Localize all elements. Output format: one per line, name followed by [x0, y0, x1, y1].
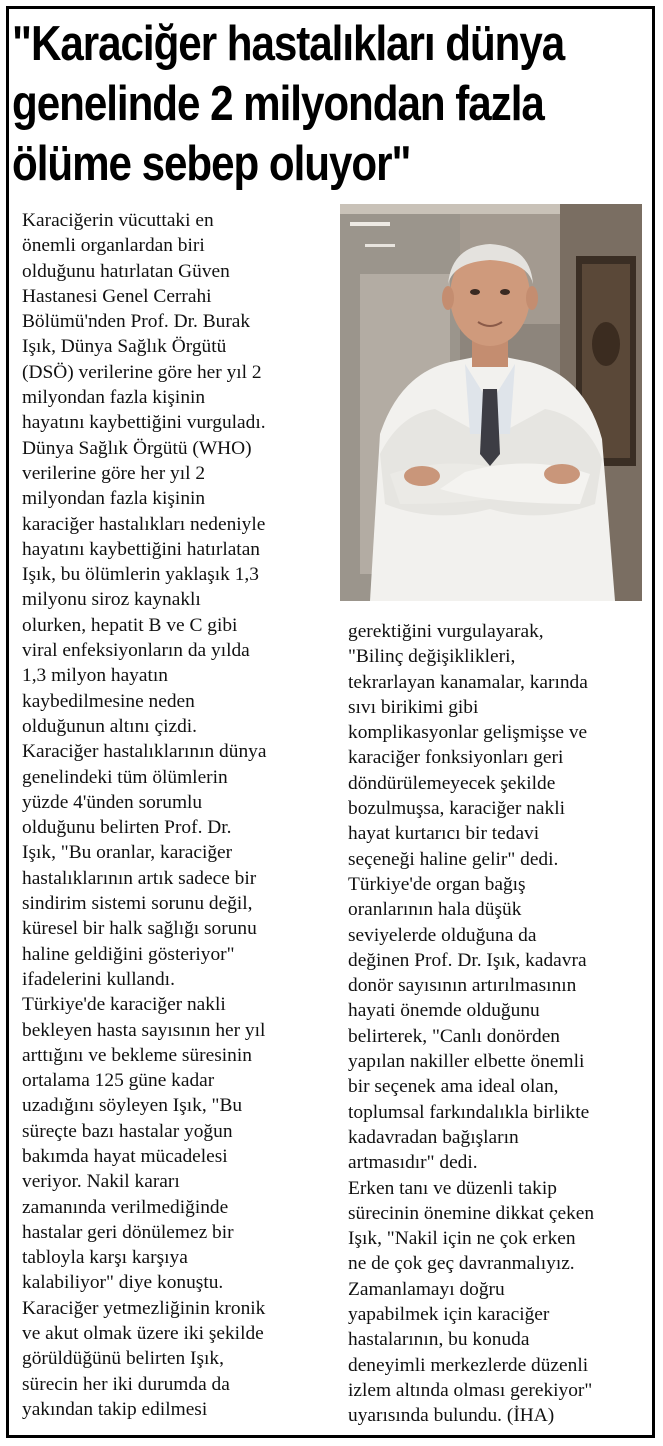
headline: [12, 14, 565, 194]
body-line: uyarısında bulundu. (İHA): [348, 1405, 555, 1427]
doctor-portrait-icon: [340, 204, 642, 601]
body-line: Türkiye'de organ bağış: [348, 873, 526, 895]
body-line: yakından takip edilmesi: [22, 1398, 208, 1420]
body-line: Karaciğerin vücuttaki en: [22, 210, 214, 231]
body-line: döndürülemeyecek şekilde: [348, 772, 556, 794]
body-line: haline geldiğini gösteriyor": [22, 943, 235, 965]
body-line: bir seçenek ama ideal olan,: [348, 1076, 559, 1098]
body-line: izlem altında olması gerekiyor": [348, 1379, 593, 1401]
body-line: milyondan fazla kişinin: [22, 387, 206, 409]
body-line: verilerine göre her yıl 2: [22, 462, 206, 484]
body-line: seviyelerde olduğuna da: [348, 924, 537, 946]
body-line: kalabiliyor" diye konuştu.: [22, 1272, 224, 1294]
body-line: ifadelerini kullandı.: [22, 968, 175, 990]
body-line: hastalarının, bu konuda: [348, 1329, 530, 1351]
body-line: veriyor. Nakil kararı: [22, 1171, 180, 1193]
body-line: deneyimli merkezlerde düzenli: [348, 1354, 589, 1376]
body-line: hayatını kaybettiğini vurguladı.: [22, 412, 266, 434]
body-line: milyonu siroz kaynaklı: [22, 589, 201, 611]
body-line: olduğunun altını çizdi.: [22, 715, 198, 737]
body-line: sıvı birikimi gibi: [348, 696, 479, 718]
body-line: seçeneği haline gelir" dedi.: [348, 848, 559, 870]
body-line: sürecin her iki durumda da: [22, 1373, 230, 1395]
body-line: tabloyla karşı karşıya: [22, 1247, 188, 1269]
body-line: Erken tanı ve düzenli takip: [348, 1177, 557, 1199]
body-line: tekrarlayan kanamalar, karında: [348, 671, 588, 693]
body-line: donör sayısının artırılmasının: [348, 975, 577, 997]
body-line: yapabilmek için karaciğer: [348, 1304, 550, 1326]
headline-line: "Karaciğer hastalıkları dünya: [12, 17, 565, 71]
body-line: milyondan fazla kişinin: [22, 488, 206, 510]
body-line: hayati önemde olduğunu: [348, 1000, 540, 1022]
body-line: Karaciğer yetmezliğinin kronik: [22, 1297, 266, 1319]
body-line: viral enfeksiyonların da yılda: [22, 640, 250, 662]
body-line: genelindeki tüm ölümlerin: [22, 766, 228, 788]
body-line: Türkiye'de karaciğer nakli: [22, 994, 226, 1016]
body-line: değinen Prof. Dr. Işık, kadavra: [348, 949, 587, 971]
body-line: Zamanlamayı doğru: [348, 1278, 505, 1300]
body-line: hastalıklarının artık sadece bir: [22, 867, 257, 889]
body-line: kaybedilmesine neden: [22, 690, 195, 712]
body-line: süreçte bazı hastalar yoğun: [22, 1120, 233, 1142]
body-line: (DSÖ) verilerine göre her yıl 2: [22, 361, 262, 383]
body-line: bakımda hayat mücadelesi: [22, 1145, 228, 1167]
body-line: ne de çok geç davranmalıyız.: [348, 1253, 575, 1275]
body-line: sindirim sistemi sorunu değil,: [22, 893, 253, 915]
body-line: kadavradan bağışların: [348, 1126, 519, 1148]
body-line: Hastanesi Genel Cerrahi: [22, 285, 212, 307]
body-line: arttığını ve bekleme süresinin: [22, 1044, 252, 1066]
body-line: karaciğer fonksiyonları geri: [348, 747, 564, 769]
body-line: Işık, "Bu oranlar, karaciğer: [22, 842, 233, 864]
body-line: zamanında verilmediğinde: [22, 1196, 229, 1218]
body-line: Işık, "Nakil için ne çok erken: [348, 1228, 576, 1250]
headline-line: ölüme sebep oluyor": [12, 137, 411, 191]
left-column: [22, 208, 332, 1422]
body-line: bekleyen hasta sayısının her yıl: [22, 1019, 266, 1041]
body-line: olduğunu hatırlatan Güven: [22, 260, 230, 282]
body-line: olduğunu belirten Prof. Dr.: [22, 817, 232, 839]
body-line: hayatını kaybettiğini hatırlatan: [22, 538, 260, 560]
body-line: komplikasyonlar gelişmişse ve: [348, 722, 588, 744]
body-line: görüldüğünü belirten Işık,: [22, 1348, 224, 1370]
body-line: uzadığını söyleyen Işık, "Bu: [22, 1095, 243, 1117]
body-line: gerektiğini vurgulayarak,: [348, 621, 544, 642]
body-line: oranlarının hala düşük: [348, 899, 522, 921]
body-line: "Bilinç değişiklikleri,: [348, 646, 516, 668]
headline-line: genelinde 2 milyondan fazla: [12, 77, 544, 131]
body-line: artmasıdır" dedi.: [348, 1152, 478, 1174]
body-line: küresel bir halk sağlığı sorunu: [22, 918, 257, 940]
body-line: önemli organlardan biri: [22, 235, 205, 257]
body-line: Işık, bu ölümlerin yaklaşık 1,3: [22, 564, 259, 586]
body-line: ve akut olmak üzere iki şekilde: [22, 1323, 264, 1345]
body-line: Dünya Sağlık Örgütü (WHO): [22, 437, 252, 459]
right-column: [348, 619, 648, 1429]
body-line: yapılan nakiller elbette önemli: [348, 1051, 585, 1073]
body-line: 1,3 milyon hayatın: [22, 665, 168, 687]
body-line: yüzde 4'ünden sorumlu: [22, 791, 203, 813]
body-line: hastalar geri dönülemez bir: [22, 1221, 234, 1243]
body-line: Bölümü'nden Prof. Dr. Burak: [22, 311, 251, 333]
body-line: Işık, Dünya Sağlık Örgütü: [22, 336, 227, 358]
body-line: karaciğer hastalıkları nedeniyle: [22, 513, 266, 535]
body-line: hayat kurtarıcı bir tedavi: [348, 823, 540, 845]
body-line: belirterek, "Canlı donörden: [348, 1025, 560, 1047]
body-line: olurken, hepatit B ve C gibi: [22, 614, 238, 636]
body-line: toplumsal farkındalıkla birlikte: [348, 1101, 590, 1123]
body-line: sürecinin önemine dikkat çeken: [348, 1202, 595, 1224]
body-line: Karaciğer hastalıklarının dünya: [22, 741, 267, 763]
body-line: ortalama 125 güne kadar: [22, 1070, 215, 1092]
body-line: bozulmuşsa, karaciğer nakli: [348, 798, 565, 820]
